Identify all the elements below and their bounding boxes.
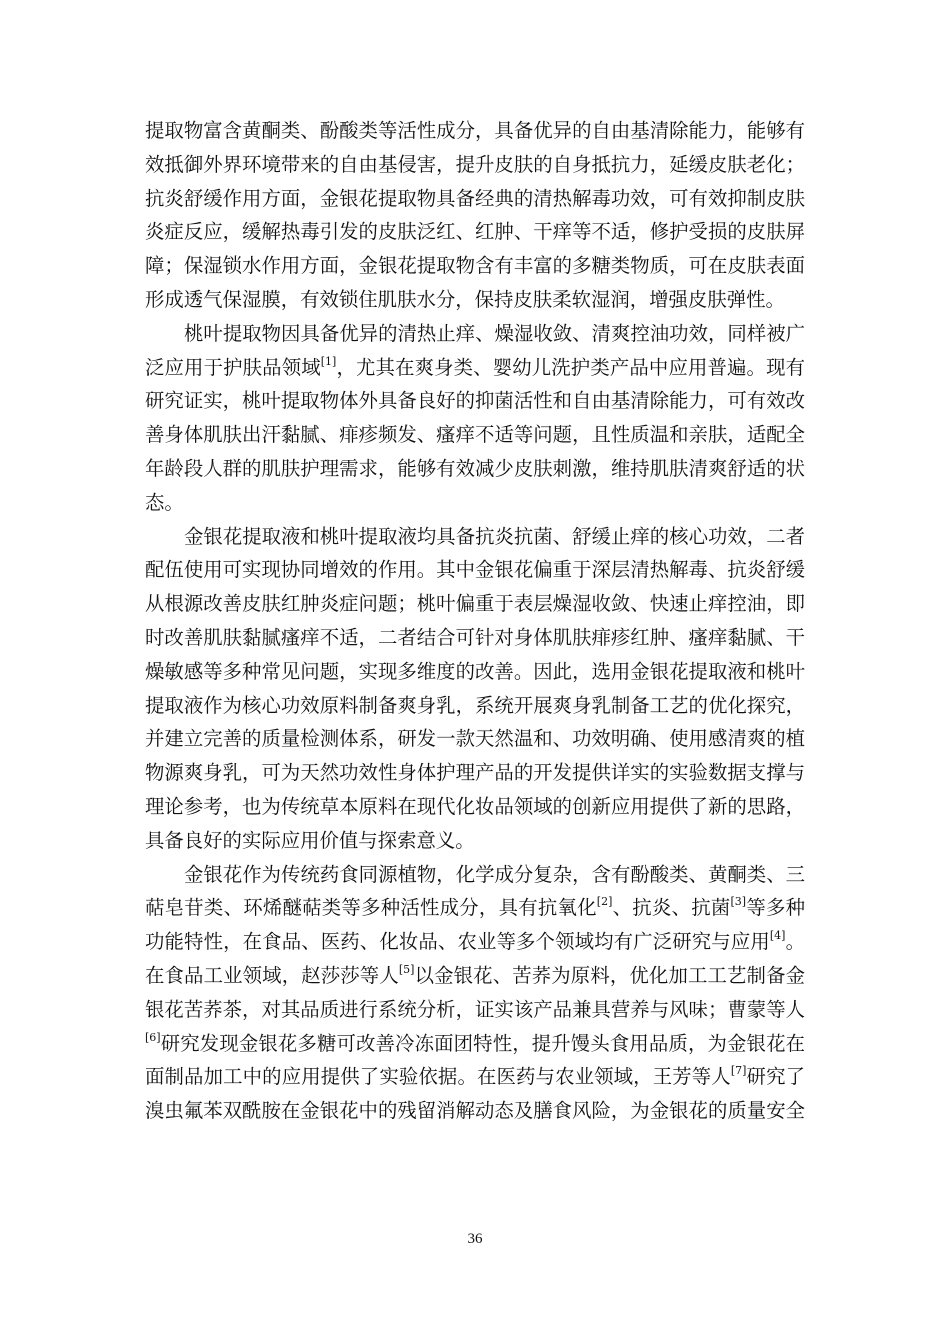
citation-ref: [5] xyxy=(398,962,415,976)
text-segment: 年龄段人群的肌肤护理需求，能够有效减少皮肤刺激，维持肌肤清爽舒适的状 xyxy=(145,456,805,480)
citation-ref: [7] xyxy=(730,1064,747,1078)
text-segment: 以金银花、苦荞为原料，优化加工工艺制备金 xyxy=(414,963,806,987)
text-segment: 燥敏感等多种常见问题，实现多维度的改善。因此，选用金银花提取液和桃叶 xyxy=(145,659,805,683)
text-segment: ，尤其在爽身类、婴幼儿洗护类产品中应用普遍。现有 xyxy=(336,355,806,379)
text-segment: 溴虫氟苯双酰胺在金银花中的残留消解动态及膳食风险，为金银花的质量安全 xyxy=(145,1099,805,1123)
text-segment: 提取液作为核心功效原料制备爽身乳，系统开展爽身乳制备工艺的优化探究， xyxy=(145,693,805,717)
text-line xyxy=(145,1027,805,1061)
text-segment: 银花苦荞茶，对其品质进行系统分析，证实该产品兼具营养与风味；曹蒙等人 xyxy=(145,997,805,1021)
text-segment: 物源爽身乳，可为天然功效性身体护理产品的开发提供详实的实验数据支撑与 xyxy=(145,761,805,785)
text-segment: 金银花提取液和桃叶提取液均具备抗炎抗菌、舒缓止痒的核心功效，二者 xyxy=(184,524,805,548)
text-segment: 效抵御外界环境带来的自由基侵害，提升皮肤的自身抵抗力，延缓皮肤老化； xyxy=(145,152,805,176)
text-line xyxy=(145,689,805,723)
text-segment: 具备良好的实际应用价值与探索意义。 xyxy=(145,828,475,852)
text-line xyxy=(145,486,805,520)
text-segment: 泛应用于护肤品领域 xyxy=(145,355,321,379)
text-segment: 萜皂苷类、环烯醚萜类等多种活性成分，具有抗氧化 xyxy=(145,896,597,920)
text-line xyxy=(145,249,805,283)
text-segment: 研究发现金银花多糖可改善冷冻面团特性，提升馒头食用品质，为金银花在 xyxy=(160,1031,805,1055)
text-line xyxy=(145,452,805,486)
text-segment: 面制品加工中的应用提供了实验依据。在医药与农业领域，王芳等人 xyxy=(145,1065,731,1089)
text-line xyxy=(145,182,805,216)
text-line xyxy=(145,858,805,892)
text-line xyxy=(145,621,805,655)
text-segment: 。 xyxy=(785,930,806,954)
body-text xyxy=(145,114,805,1128)
text-line xyxy=(145,553,805,587)
citation-ref: [4] xyxy=(769,929,786,943)
text-segment: 功能特性，在食品、医药、化妆品、农业等多个领域均有广泛研究与应用 xyxy=(145,930,770,954)
text-segment: 障；保湿锁水作用方面，金银花提取物含有丰富的多糖类物质，可在皮肤表面 xyxy=(145,254,805,278)
text-line xyxy=(145,756,805,790)
text-line xyxy=(145,351,805,385)
citation-ref: [2] xyxy=(596,895,613,909)
paragraph xyxy=(145,317,805,520)
text-line xyxy=(145,1094,805,1128)
text-line xyxy=(145,824,805,858)
paragraph xyxy=(145,520,805,858)
text-line xyxy=(145,418,805,452)
page-number: 36 xyxy=(467,1231,483,1247)
text-segment: 配伍使用可实现协同增效的作用。其中金银花偏重于深层清热解毒、抗炎舒缓 xyxy=(145,558,805,582)
text-line xyxy=(145,215,805,249)
text-line xyxy=(145,317,805,351)
text-line xyxy=(145,790,805,824)
text-line xyxy=(145,148,805,182)
text-line xyxy=(145,520,805,554)
text-line xyxy=(145,655,805,689)
text-segment: 善身体肌肤出汗黏腻、痱疹频发、瘙痒不适等问题，且性质温和亲肤，适配全 xyxy=(145,423,805,447)
text-line xyxy=(145,1060,805,1094)
text-segment: 态。 xyxy=(145,490,184,514)
text-segment: 提取物富含黄酮类、酚酸类等活性成分，具备优异的自由基清除能力，能够有 xyxy=(145,119,805,142)
text-segment: 炎症反应，缓解热毒引发的皮肤泛红、红肿、干痒等不适，修护受损的皮肤屏 xyxy=(145,220,805,244)
text-segment: 在食品工业领域，赵莎莎等人 xyxy=(145,963,399,987)
text-line xyxy=(145,993,805,1027)
paragraph xyxy=(145,858,805,1128)
text-line xyxy=(145,587,805,621)
text-line xyxy=(145,925,805,959)
text-segment: 桃叶提取物因具备优异的清热止痒、燥湿收敛、清爽控油功效，同样被广 xyxy=(184,321,805,345)
text-line xyxy=(145,384,805,418)
text-segment: 时改善肌肤黏腻瘙痒不适，二者结合可针对身体肌肤痱疹红肿、瘙痒黏腻、干 xyxy=(145,625,805,649)
text-segment: 从根源改善皮肤红肿炎症问题；桃叶偏重于表层燥湿收敛、快速止痒控油，即 xyxy=(145,592,805,616)
text-line xyxy=(145,114,805,148)
citation-ref: [1] xyxy=(320,354,337,368)
text-segment: 金银花作为传统药食同源植物，化学成分复杂，含有酚酸类、黄酮类、三 xyxy=(184,862,805,886)
text-segment: 等多种 xyxy=(746,896,806,920)
text-line xyxy=(145,891,805,925)
text-line xyxy=(145,722,805,756)
text-segment: 并建立完善的质量检测体系，研发一款天然温和、功效明确、使用感清爽的植 xyxy=(145,727,805,751)
text-line xyxy=(145,959,805,993)
paragraph xyxy=(145,114,805,317)
text-segment: 理论参考，也为传统草本原料在现代化妆品领域的创新应用提供了新的思路， xyxy=(145,794,805,818)
text-segment: 形成透气保湿膜，有效锁住肌肤水分，保持皮肤柔软湿润，增强皮肤弹性。 xyxy=(145,287,785,311)
citation-ref: [3] xyxy=(730,895,747,909)
text-segment: 研究证实，桃叶提取物体外具备良好的抑菌活性和自由基清除能力，可有效改 xyxy=(145,389,805,413)
text-segment: 抗炎舒缓作用方面，金银花提取物具备经典的清热解毒功效，可有效抑制皮肤 xyxy=(145,186,805,210)
text-line xyxy=(145,283,805,317)
text-segment: 、抗炎、抗菌 xyxy=(612,896,731,920)
text-segment: 研究了 xyxy=(746,1065,806,1089)
citation-ref: [6] xyxy=(145,1030,161,1044)
